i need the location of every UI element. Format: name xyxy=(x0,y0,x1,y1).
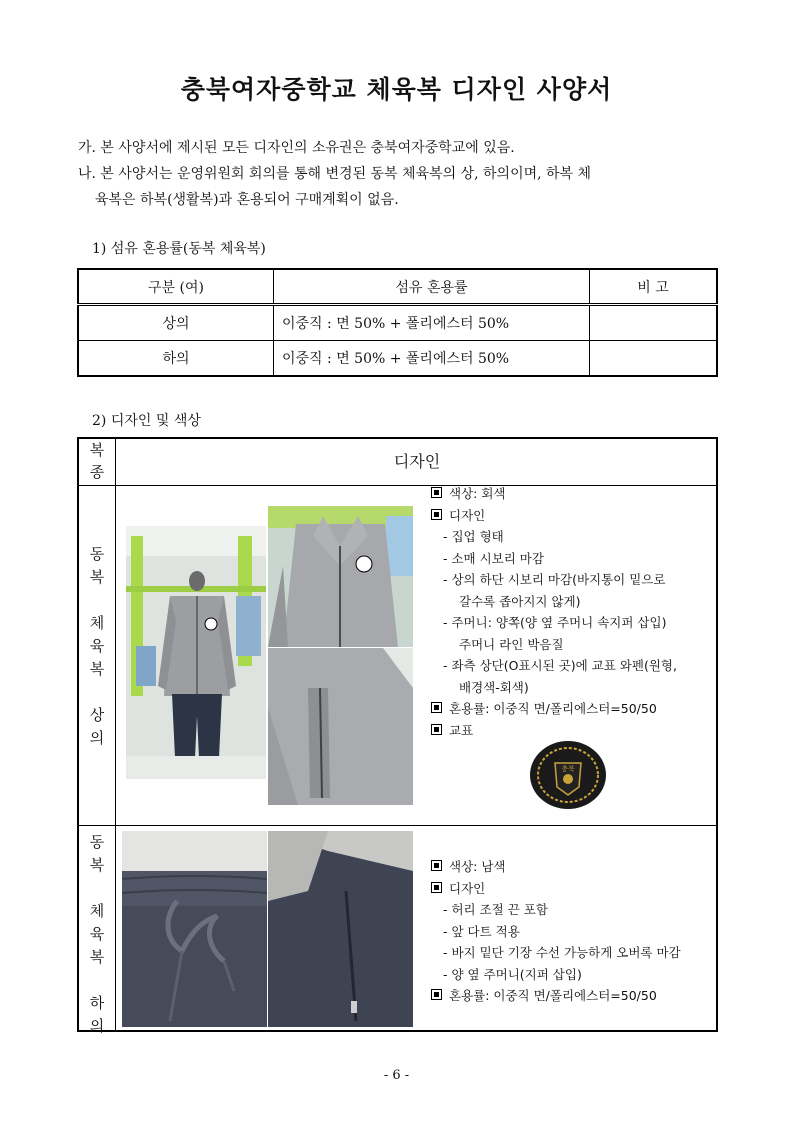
spec-item xyxy=(431,856,716,878)
header-fiber: 섬유 혼용률 xyxy=(274,269,590,305)
spec-item xyxy=(431,612,716,634)
checkbox-square-icon xyxy=(431,702,442,713)
spec-item xyxy=(431,921,716,943)
spec-text: - 양 옆 주머니(지퍼 삽입) xyxy=(443,966,582,982)
spec-text: 색상: 회색 xyxy=(449,486,506,501)
section2-heading: 2) 디자인 및 색상 xyxy=(92,413,201,429)
top-row-label: 동 복 체 육 복 상 의 xyxy=(89,545,105,747)
notes xyxy=(78,135,718,213)
spec-item xyxy=(431,698,716,720)
spec-item xyxy=(431,655,716,677)
row-note xyxy=(590,305,718,341)
spec-text: 디자인 xyxy=(449,507,486,523)
spec-item xyxy=(431,899,716,921)
spec-item xyxy=(431,591,716,613)
pants-waist-photo xyxy=(122,831,267,1027)
jacket-full-photo xyxy=(126,526,266,779)
spec-item xyxy=(431,942,716,964)
bottom-spec-list xyxy=(431,856,716,1007)
spec-text: - 소매 시보리 마감 xyxy=(443,550,544,566)
school-emblem xyxy=(529,739,607,811)
note-2: 나. 본 사양서는 운영위원회 회의를 통해 변경된 동복 체육복의 상, 하의이며, 하복 체 xyxy=(78,166,592,182)
spec-item xyxy=(431,548,716,570)
pants-pocket-photo xyxy=(268,831,413,1027)
row-item: 하의 xyxy=(78,341,274,377)
spec-text: 교표 xyxy=(449,722,474,738)
spec-item xyxy=(431,505,716,527)
col-header-design: 디자인 xyxy=(393,452,441,471)
note-1: 가. 본 사양서에 제시된 모든 디자인의 소유권은 충북여자중학교에 있음. xyxy=(78,140,515,156)
page-number: - 6 - xyxy=(383,1068,410,1083)
spec-item xyxy=(431,569,716,591)
spec-text: 색상: 남색 xyxy=(449,859,506,874)
jacket-pocket-photo xyxy=(268,648,413,805)
spec-text: - 앞 다트 적용 xyxy=(443,923,520,939)
fiber-table xyxy=(77,268,718,377)
spec-text: 디자인 xyxy=(449,880,486,896)
checkbox-square-icon xyxy=(431,724,442,735)
spec-item xyxy=(431,964,716,986)
spec-text: - 집업 형태 xyxy=(443,529,504,544)
jacket-close-photo xyxy=(268,506,413,647)
spec-item xyxy=(431,634,716,656)
emblem-text: 충북 xyxy=(561,765,575,773)
design-table xyxy=(77,437,718,1035)
checkbox-square-icon xyxy=(431,509,442,520)
spec-item xyxy=(431,677,716,699)
col-header-kind: 복 종 xyxy=(89,441,105,481)
checkbox-square-icon xyxy=(431,487,442,498)
spec-text: 갈수록 좁아지지 않게) xyxy=(459,593,581,609)
spec-text: 배경색-회색) xyxy=(459,679,529,695)
header-note: 비 고 xyxy=(590,269,718,305)
spec-text: - 허리 조절 끈 포함 xyxy=(443,902,548,917)
spec-item xyxy=(431,483,716,505)
header-category: 구분 (여) xyxy=(78,269,274,305)
spec-text: - 좌측 상단(O표시된 곳)에 교표 와펜(원형, xyxy=(443,658,677,673)
spec-text: - 상의 하단 시보리 마감(바지통이 밑으로 xyxy=(443,572,666,587)
spec-item xyxy=(431,720,716,742)
spec-text: - 주머니: 양쪽(양 옆 주머니 속지퍼 삽입) xyxy=(443,615,667,630)
table-row xyxy=(78,341,717,377)
row-note xyxy=(590,341,718,377)
row-fiber: 이중직 : 면 50% + 폴리에스터 50% xyxy=(274,305,590,341)
table-row xyxy=(78,305,717,341)
spec-text: 혼용률: 이중직 면/폴리에스터=50/50 xyxy=(449,988,657,1003)
bottom-row-label: 동 복 체 육 복 하 의 xyxy=(89,833,105,1035)
row-item: 상의 xyxy=(78,305,274,341)
spec-item xyxy=(431,878,716,900)
spec-text: 주머니 라인 박음질 xyxy=(459,636,564,652)
top-spec-list xyxy=(431,483,716,741)
spec-item xyxy=(431,985,716,1007)
fiber-table-header xyxy=(78,269,717,305)
spec-text: - 바지 밑단 기장 수선 가능하게 오버록 마감 xyxy=(443,945,681,960)
checkbox-square-icon xyxy=(431,882,442,893)
row-fiber: 이중직 : 면 50% + 폴리에스터 50% xyxy=(274,341,590,377)
spec-item xyxy=(431,526,716,548)
section1-heading: 1) 섬유 혼용률(동복 체육복) xyxy=(92,241,266,257)
checkbox-square-icon xyxy=(431,860,442,871)
page-title: 충북여자중학교 체육복 디자인 사양서 xyxy=(180,75,613,104)
spec-text: 혼용률: 이중직 면/폴리에스터=50/50 xyxy=(449,701,657,716)
checkbox-square-icon xyxy=(431,989,442,1000)
note-3: 육복은 하복(생활복)과 혼용되어 구매계획이 없음. xyxy=(95,192,399,208)
